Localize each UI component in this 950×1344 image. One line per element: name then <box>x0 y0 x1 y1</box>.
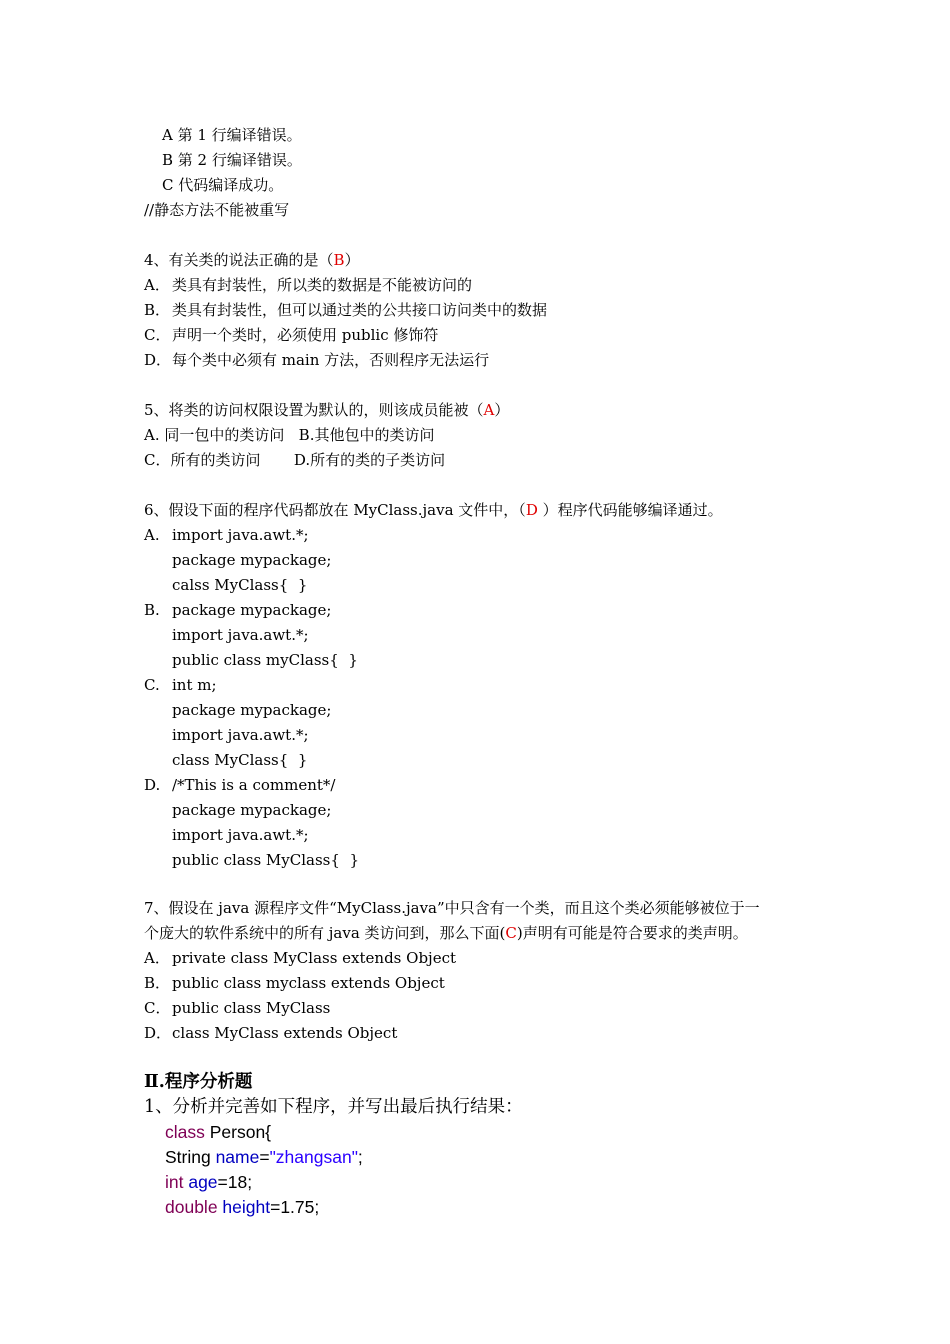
q5-stem-text: 5、将类的访问权限设置为默认的，则该成员能被（ <box>144 401 484 419</box>
q6-option-c-line: import java.awt.*; <box>172 726 309 744</box>
q7-option-label: B． <box>144 974 171 992</box>
q6-option-d-line: public class MyClass{ } <box>172 851 360 869</box>
q3-note: //静态方法不能被重写 <box>144 201 290 219</box>
q6-option-d-line: import java.awt.*; <box>172 826 309 844</box>
code-operator: = <box>259 1147 270 1167</box>
q6-option-d-label: D. <box>144 776 161 794</box>
q6-stem <box>144 498 723 523</box>
q7-option-text: private class MyClass extends Object <box>172 949 457 967</box>
q6-option-d-line: package mypackage; <box>172 801 332 819</box>
code-type: String <box>165 1147 216 1167</box>
q7-option-label: C． <box>144 999 171 1017</box>
q6-option-b-label: B. <box>144 601 160 619</box>
q7-option-a <box>144 946 456 971</box>
q5-stem-close: ） <box>494 401 510 419</box>
q4-stem-text: 4、有关类的说法正确的是（ <box>144 251 334 269</box>
code-text: =1.75; <box>270 1197 320 1217</box>
q5-answer: A <box>483 401 495 419</box>
q3-option-c: C 代码编译成功。 <box>162 176 284 194</box>
q7-option-text: public class MyClass <box>172 999 331 1017</box>
q6-option-a-line: calss MyClass{ } <box>172 576 308 594</box>
q4-option-text: 每个类中必须有 main 方法，否则程序无法运行 <box>172 351 490 369</box>
q4-answer: B <box>333 251 345 269</box>
q4-option-d <box>144 348 489 373</box>
q6-option-d-line: /*This is a comment*/ <box>172 776 336 794</box>
q4-stem <box>144 248 360 273</box>
q6-option-b-line: package mypackage; <box>172 601 332 619</box>
q6-option-c-line: class MyClass{ } <box>172 751 308 769</box>
q4-option-text: 类具有封装性，但可以通过类的公共接口访问类中的数据 <box>172 301 548 319</box>
q7-option-label: A． <box>144 949 170 967</box>
q7-option-text: class MyClass extends Object <box>172 1024 398 1042</box>
q4-option-text: 声明一个类时，必须使用 public 修饰符 <box>172 326 439 344</box>
q6-option-a-line: package mypackage; <box>172 551 332 569</box>
code-text: =18; <box>217 1172 253 1192</box>
q6-stem-close: ）程序代码能够编译通过。 <box>537 501 723 519</box>
q6-option-a-label: A. <box>144 526 160 544</box>
q7-option-c <box>144 996 330 1021</box>
q6-option-c-line: package mypackage; <box>172 701 332 719</box>
q4-option-text: 类具有封装性，所以类的数据是不能被访问的 <box>172 276 473 294</box>
q7-stem-line-1: 7、假设在 java 源程序文件“MyClass.java”中只含有一个类，而且这个类必须能够被位于一 <box>144 899 760 917</box>
q7-stem-line-2 <box>144 921 748 946</box>
q7-stem-text: 个庞大的软件系统中的所有 java 类访问到，那么下面( <box>144 924 506 942</box>
q4-option-label: A． <box>144 276 170 294</box>
q4-option-label: B． <box>144 301 171 319</box>
q7-option-d <box>144 1021 397 1046</box>
q5-stem <box>144 398 509 423</box>
q6-stem-text: 6、假设下面的程序代码都放在 MyClass.java 文件中，（ <box>144 501 526 519</box>
q5-options-line-2: C．所有的类访问 D.所有的类的子类访问 <box>144 451 446 469</box>
code-variable: age <box>183 1172 218 1192</box>
q3-option-a: A 第 1 行编译错误。 <box>162 126 302 144</box>
code-keyword: double <box>165 1197 218 1217</box>
q7-option-b <box>144 971 445 996</box>
q4-option-label: D． <box>144 351 172 369</box>
analysis-question-1: 1、分析并完善如下程序，并写出最后执行结果： <box>144 1097 523 1117</box>
q7-option-label: D． <box>144 1024 172 1042</box>
q7-stem-close: )声明有可能是符合要求的类声明。 <box>516 924 748 942</box>
code-keyword: class <box>165 1122 205 1142</box>
code-text: Person{ <box>204 1122 272 1142</box>
q6-option-b-line: import java.awt.*; <box>172 626 309 644</box>
q6-option-b-line: public class myClass{ } <box>172 651 358 669</box>
q6-option-c-line: int m; <box>172 676 217 694</box>
code-text: ; <box>357 1147 363 1167</box>
q3-option-b: B 第 2 行编译错误。 <box>162 151 302 169</box>
code-line-3 <box>165 1170 252 1195</box>
code-variable: height <box>217 1197 271 1217</box>
code-line-1 <box>165 1120 271 1145</box>
q6-answer: D <box>525 501 538 519</box>
q5-options-line-1: A. 同一包中的类访问 B.其他包中的类访问 <box>144 426 435 444</box>
q4-option-label: C． <box>144 326 171 344</box>
q6-option-c-label: C. <box>144 676 160 694</box>
code-string: "zhangsan" <box>269 1147 358 1167</box>
q4-stem-close: ） <box>344 251 360 269</box>
code-variable: name <box>215 1147 260 1167</box>
code-keyword: int <box>165 1172 184 1192</box>
q7-answer: C <box>505 924 517 942</box>
q6-option-a-line: import java.awt.*; <box>172 526 309 544</box>
q4-option-b <box>144 298 547 323</box>
q7-option-text: public class myclass extends Object <box>172 974 445 992</box>
section-heading: Ⅱ.程序分析题 <box>144 1072 253 1092</box>
code-line-2 <box>165 1145 363 1170</box>
q4-option-c <box>144 323 438 348</box>
q4-option-a <box>144 273 472 298</box>
code-line-4 <box>165 1195 319 1220</box>
